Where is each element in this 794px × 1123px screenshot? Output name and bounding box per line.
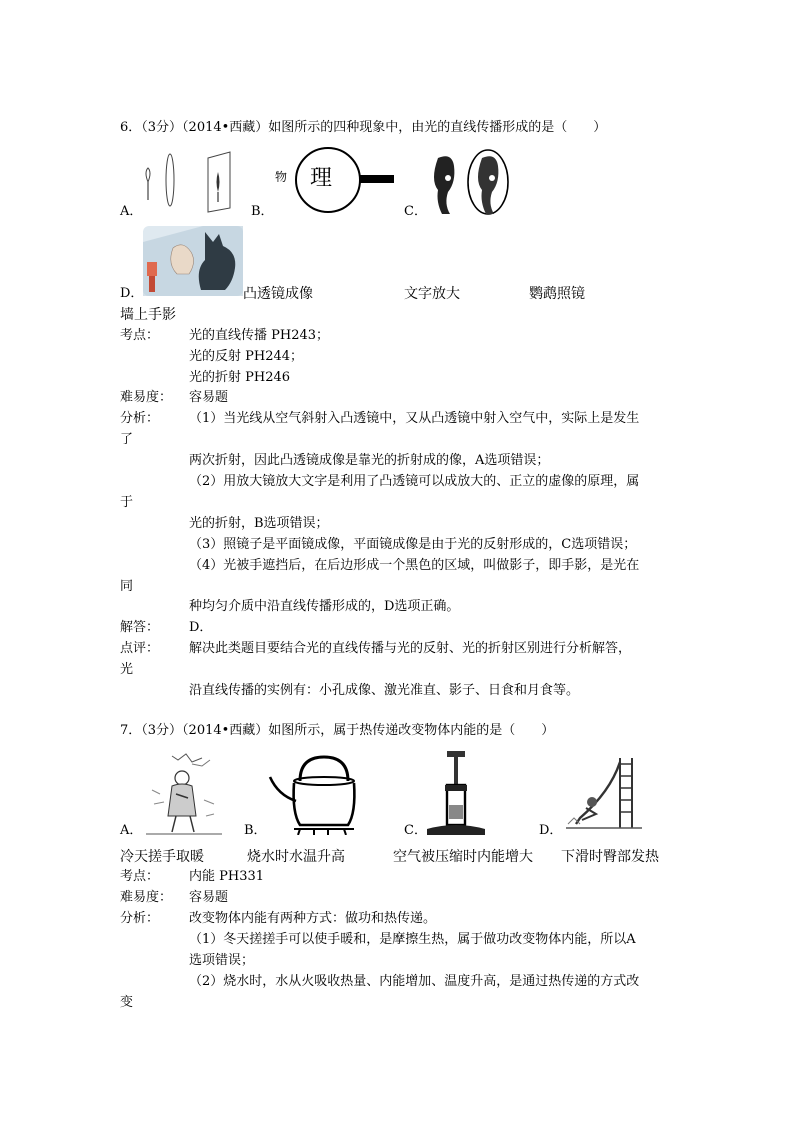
q6-fenxi-line: 于	[120, 495, 134, 510]
q6-fenxi-line: （1）当光线从空气斜射入凸透镜中，又从凸透镜中射入空气中，实际上是发生	[189, 411, 640, 426]
caption-d: 墙上手影	[120, 307, 176, 323]
q6-option-a: A．	[120, 204, 143, 219]
q6-kaodian-1: 光的直线传播 PH243；	[189, 328, 330, 343]
q6-option-d: D．	[120, 286, 144, 301]
q6-option-c: C．	[404, 204, 427, 219]
q7-option-d: D．	[539, 823, 563, 838]
fig-b-char: 理	[310, 166, 333, 191]
q6-fenxi-line: 光的折射，B选项错误；	[189, 516, 329, 531]
rubbing-hands-figure	[142, 750, 226, 836]
q6-nandu-label: 难易度：	[120, 390, 173, 405]
q7-fenxi-line: （2）烧水时，水从火吸收热量、内能增加、温度升高，是通过热传递的方式改	[189, 974, 640, 989]
caption-b: 文字放大	[404, 286, 460, 302]
q6-fenxi-line: 种均匀介质中沿直线传播形成的，D选项正确。	[189, 599, 460, 614]
q6-fenxi-line: 了	[120, 432, 134, 447]
q6-kaodian-2: 光的反射 PH244；	[189, 349, 304, 364]
q7-fenxi-line: 变	[120, 995, 134, 1010]
parrot-mirror-figure	[428, 148, 510, 216]
q7-fenxi-line: 改变物体内能有两种方式：做功和热传递。	[189, 911, 437, 926]
q6-fenxi-line: （4）光被手遮挡后，在后边形成一个黑色的区域，叫做影子，即手影，是光在	[189, 558, 640, 573]
kettle-figure	[266, 751, 362, 835]
magnifier-figure	[292, 146, 402, 218]
q7-option-a: A．	[120, 823, 143, 838]
caption-c: 空气被压缩时内能增大	[393, 849, 533, 865]
q6-jieda: D．	[189, 620, 213, 635]
caption-a: 冷天搓手取暖	[120, 849, 204, 865]
hand-shadow-figure	[143, 226, 243, 296]
q7-stem: 7．（3分）（2014•西藏）如图所示，属于热传递改变物体内能的是（ ）	[120, 723, 555, 738]
q6-nandu: 容易题	[189, 390, 229, 405]
q6-option-b: B．	[251, 204, 274, 219]
q6-dianping-line: 光	[120, 662, 134, 677]
q6-dianping-label: 点评：	[120, 641, 160, 656]
q7-nandu: 容易题	[189, 890, 229, 905]
air-compression-figure	[423, 749, 489, 837]
q7-nandu-label: 难易度：	[120, 890, 173, 905]
q7-kaodian: 内能 PH331	[189, 869, 265, 884]
convex-lens-figure	[138, 150, 238, 214]
caption-d: 下滑时臀部发热	[561, 849, 659, 865]
caption-b: 烧水时水温升高	[247, 849, 345, 865]
q6-kaodian-3: 光的折射 PH246	[189, 370, 291, 385]
q6-fenxi-line: （3）照镜子是平面镜成像，平面镜成像是由于光的反射形成的，C选项错误；	[189, 537, 637, 552]
q6-fenxi-label: 分析：	[120, 411, 160, 426]
q6-dianping-line: 解决此类题目要结合光的直线传播与光的反射、光的折射区别进行分析解答，	[189, 641, 632, 656]
q6-fenxi-line: 两次折射，因此凸透镜成像是靠光的折射成的像，A选项错误；	[189, 453, 550, 468]
q6-fenxi-line: （2）用放大镜放大文字是利用了凸透镜可以成放大的、正立的虚像的原理，属	[189, 474, 640, 489]
slide-figure	[562, 752, 644, 836]
q7-option-b: B．	[244, 823, 267, 838]
caption-c: 鹦鹉照镜	[529, 286, 585, 302]
q6-dianping-line: 沿直线传播的实例有：小孔成像、激光准直、影子、日食和月食等。	[189, 683, 580, 698]
q6-fenxi-line: 同	[120, 579, 134, 594]
q6-stem: 6．（3分）（2014•西藏）如图所示的四种现象中，由光的直线传播形成的是（ ）	[120, 120, 607, 135]
q7-option-c: C．	[404, 823, 427, 838]
q7-fenxi-line: 选项错误；	[189, 953, 255, 968]
q7-fenxi-label: 分析：	[120, 911, 160, 926]
q6-jieda-label: 解答：	[120, 620, 160, 635]
q7-kaodian-label: 考点：	[120, 869, 160, 884]
fig-b-label: 物	[275, 170, 288, 184]
q7-fenxi-line: （1）冬天搓搓手可以使手暖和，是摩擦生热，属于做功改变物体内能，所以A	[189, 932, 636, 947]
caption-a: 凸透镜成像	[243, 286, 313, 302]
q6-kaodian-label: 考点：	[120, 328, 160, 343]
